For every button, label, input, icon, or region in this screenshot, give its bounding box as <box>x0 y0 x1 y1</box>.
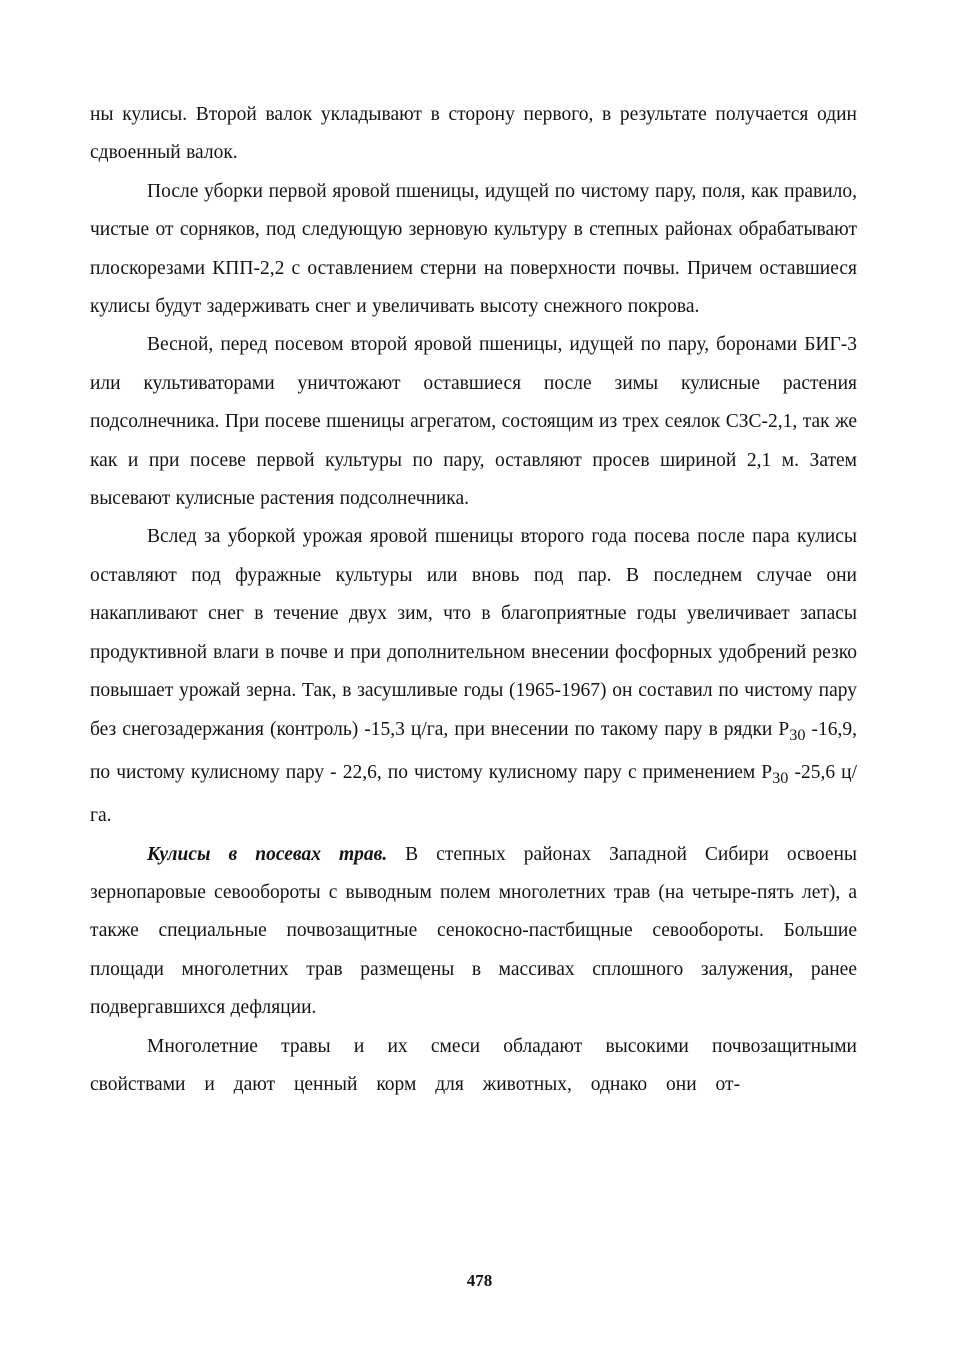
paragraph-4-text-c: -25,6 ц/га. <box>90 761 857 827</box>
paragraph-4-text-a: Вслед за уборкой урожая яровой пшеницы второго года посева после пара кулисы оставляют под фуражные культуры или вновь под пар. В последнем случае они накапливают снег в течение двух зим, что в благоприятные годы увеличивает запасы продуктивной влаги в почве и при дополнительном внесении фосфорных удобрений резко повышает урожай зерна. Так, в засушливые годы (1965-1967) он составил по чистому пару без снегозадержания (контроль) -15,3 ц/га, при внесении по такому пару в рядки Р <box>90 526 857 740</box>
paragraph-4 <box>90 518 857 835</box>
subscript-p30-a: 30 <box>789 725 806 744</box>
paragraph-2 <box>90 173 857 327</box>
paragraph-1 <box>90 96 857 173</box>
paragraph-5-text: В степных районах Западной Сибири освоены зернопаровые севообороты с выводным полем многолетних трав (на четыре-пять лет), а также специальные почвозащитные сенокосно-пастбищные севообороты. Большие площади многолетних трав размещены в массивах сплошного залужения, ранее подвергавшихся дефляции. <box>90 843 858 1019</box>
paragraph-5 <box>90 836 857 1028</box>
page-number: 478 <box>466 1271 493 1290</box>
paragraph-3-text: Весной, перед посевом второй яровой пшеницы, идущей по пару, боронами БИГ-3 или культиваторами уничтожают оставшиеся после зимы кулисные растения подсолнечника. При посеве пшеницы агрегатом, состоящим из трех сеялок СЗС-2,1, так же как и при посеве первой культуры по пару, оставляют просев шириной 2,1 м. Затем высевают кулисные растения подсолнечника. <box>90 334 857 510</box>
paragraph-4-text-b: -16,9, по чистому кулисному пару - 22,6, по чистому кулисному пару с применением Р <box>90 718 858 783</box>
subscript-p30-b: 30 <box>772 768 789 787</box>
paragraph-3 <box>90 326 857 518</box>
paragraph-6 <box>90 1028 857 1105</box>
body-text <box>90 96 857 1104</box>
paragraph-2-text: После уборки первой яровой пшеницы, идущей по чистому пару, поля, как правило, чистые от сорняков, под следующую зерновую культуру в степных районах обрабатывают плоскорезами КПП-2,2 с оставлением стерни на поверхности почвы. Причем оставшиеся кулисы будут задерживать снег и увеличивать высоту снежного покрова. <box>90 180 857 318</box>
paragraph-1-text: ны кулисы. Второй валок укладывают в сторону первого, в результате получается один сдвоенный валок. <box>90 104 857 164</box>
paragraph-6-text: Многолетние травы и их смеси обладают высокими почвозащитными свойствами и дают ценный корм для животных, однако они от- <box>90 1035 857 1095</box>
section-heading: Кулисы в посевах трав. <box>147 843 388 865</box>
